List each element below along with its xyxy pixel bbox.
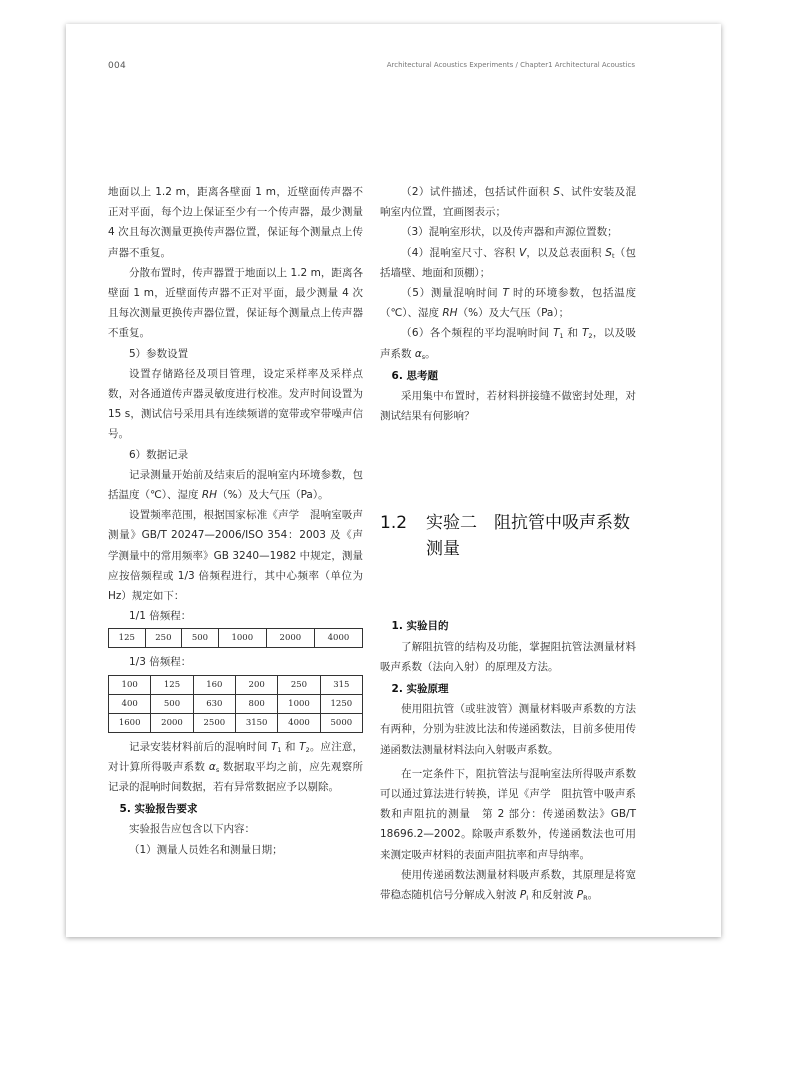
paragraph: （5）测量混响时间 T 时的环境参数，包括温度（℃）、湿度 RH（%）及大气压（Pa）； — [380, 287, 636, 320]
table-cell: 1250 — [320, 694, 362, 713]
paragraph: 采用集中布置时，若材料拼接缝不做密封处理，对测试结果有何影响？ — [380, 390, 636, 423]
table-cell: 200 — [235, 675, 277, 694]
table-cell: 2500 — [193, 713, 235, 732]
paragraph: 地面以上 1.2 m，距离各壁面 1 m，近壁面传声器不正对平面，每个边上保证至少有一个传声器，最少测量 4 次且每次测量更换传声器位置，保证每个测量点上传声器不重复。 — [108, 186, 363, 259]
section-heading: 6. 思考题 — [391, 369, 438, 382]
table-cell: 1000 — [278, 694, 320, 713]
table-cell: 1000 — [218, 629, 266, 648]
table-cell: 100 — [109, 675, 151, 694]
paragraph: 分散布置时，传声器置于地面以上 1.2 m，距离各壁面 1 m，近壁面传声器不正对平面，最少测量 4 次且每次测量更换传声器位置，保证每个测量点上传声器不重复。 — [108, 266, 363, 340]
octave-label: 1/1 倍频程： — [129, 610, 192, 623]
subsection-heading: 5）参数设置 — [129, 347, 189, 360]
table-cell: 3150 — [235, 713, 277, 732]
table-row — [109, 629, 363, 648]
table-cell: 500 — [182, 629, 219, 648]
section-heading: 1. 实验目的 — [391, 620, 449, 633]
table-cell: 250 — [278, 675, 320, 694]
third-octave-label: 1/3 倍频程： — [129, 656, 192, 669]
table-cell: 5000 — [320, 713, 362, 732]
paragraph: （4）混响室尺寸、容积 V，以及总表面积 $S_t$（包括墙壁、地面和顶棚）； — [380, 246, 636, 279]
paragraph: 实验报告应包含以下内容： — [129, 823, 255, 836]
table-cell: 630 — [193, 694, 235, 713]
right-column — [380, 182, 636, 905]
chapter-section-title — [380, 510, 636, 562]
paragraph: （6）各个频程的平均混响时间 $T_1$ 和 $T_2$，以及吸声系数 $\alpha_s$。 — [380, 327, 636, 361]
section-number: 1.2 — [380, 513, 408, 534]
table-cell: 4000 — [314, 629, 362, 648]
third-octave-band-table — [108, 675, 363, 733]
table-cell: 2000 — [266, 629, 314, 648]
section-heading: 5. 实验报告要求 — [119, 803, 198, 816]
subsection-heading: 6）数据记录 — [129, 448, 189, 461]
table-cell: 250 — [145, 629, 182, 648]
table-cell: 315 — [320, 675, 362, 694]
table-cell: 4000 — [278, 713, 320, 732]
section-title: 实验二 阻抗管中吸声系数测量 — [426, 513, 630, 560]
page-number: 004 — [108, 61, 127, 71]
book-page — [66, 24, 721, 937]
paragraph: （1）测量人员姓名和测量日期； — [129, 843, 283, 856]
paragraph: 设置频率范围，根据国家标准《声学 混响室吸声测量》GB/T 20247—2006/ISO 354：2003 及《声学测量中的常用频率》GB 3240—1982 中规定，测量应按倍频程或 1/3 倍频程进行，其中心频率（单位为 Hz）规定如下： — [108, 509, 363, 603]
running-header: Architectural Acoustics Experiments / Chapter1 Architectural Acoustics — [386, 61, 635, 69]
table-cell: 125 — [151, 675, 193, 694]
table-row — [109, 675, 363, 694]
table-cell: 160 — [193, 675, 235, 694]
paragraph: 使用传递函数法测量材料吸声系数，其原理是将宽带稳态随机信号分解成入射波 $P_I$ 和反射波 $P_R$。 — [380, 868, 636, 903]
paragraph: 记录测量开始前及结束后的混响室内环境参数，包括温度（℃）、湿度 RH（%）及大气压（Pa）。 — [108, 468, 363, 502]
table-cell: 500 — [151, 694, 193, 713]
table-cell: 800 — [235, 694, 277, 713]
table-row — [109, 713, 363, 732]
paragraph: （2）试件描述，包括试件面积 S、试件安装及混响室内位置，宜画图表示； — [380, 186, 636, 219]
table-cell: 400 — [109, 694, 151, 713]
paragraph: 在一定条件下，阻抗管法与混响室法所得吸声系数可以通过算法进行转换，详见《声学 阻抗管中吸声系数和声阻抗的测量 第 2 部分：传递函数法》GB/T 18696.2—2002。除吸声系数外，传递函数法也可用来测定吸声材料的表面声阻抗率和声导纳率。 — [380, 767, 636, 861]
section-heading: 2. 实验原理 — [391, 683, 449, 696]
paragraph: 使用阻抗管（或驻波管）测量材料吸声系数的方法有两种，分别为驻波比法和传递函数法，目前多使用传递函数法测量材料法向入射吸声系数。 — [380, 703, 636, 756]
left-column — [108, 182, 363, 860]
paragraph: 了解阻抗管的结构及功能，掌握阻抗管法测量材料吸声系数（法向入射）的原理及方法。 — [380, 640, 636, 673]
table-row — [109, 694, 363, 713]
table-cell: 125 — [109, 629, 146, 648]
paragraph: 设置存储路径及项目管理，设定采样率及采样点数，对各通道传声器灵敏度进行校准。发声时间设置为 15 s，测试信号采用具有连续频谱的宽带或窄带噪声信号。 — [108, 367, 363, 441]
paragraph: 记录安装材料前后的混响时间 $T_1$ 和 $T_2$。应注意，对计算所得吸声系数 $\alpha_s$ 数据取平均之前，应先观察所记录的混响时间数据，若有异常数据应予以剔除。 — [108, 740, 363, 794]
table-cell: 2000 — [151, 713, 193, 732]
table-cell: 1600 — [109, 713, 151, 732]
octave-band-table — [108, 628, 363, 648]
paragraph: （3）混响室形状，以及传声器和声源位置数； — [401, 226, 618, 239]
